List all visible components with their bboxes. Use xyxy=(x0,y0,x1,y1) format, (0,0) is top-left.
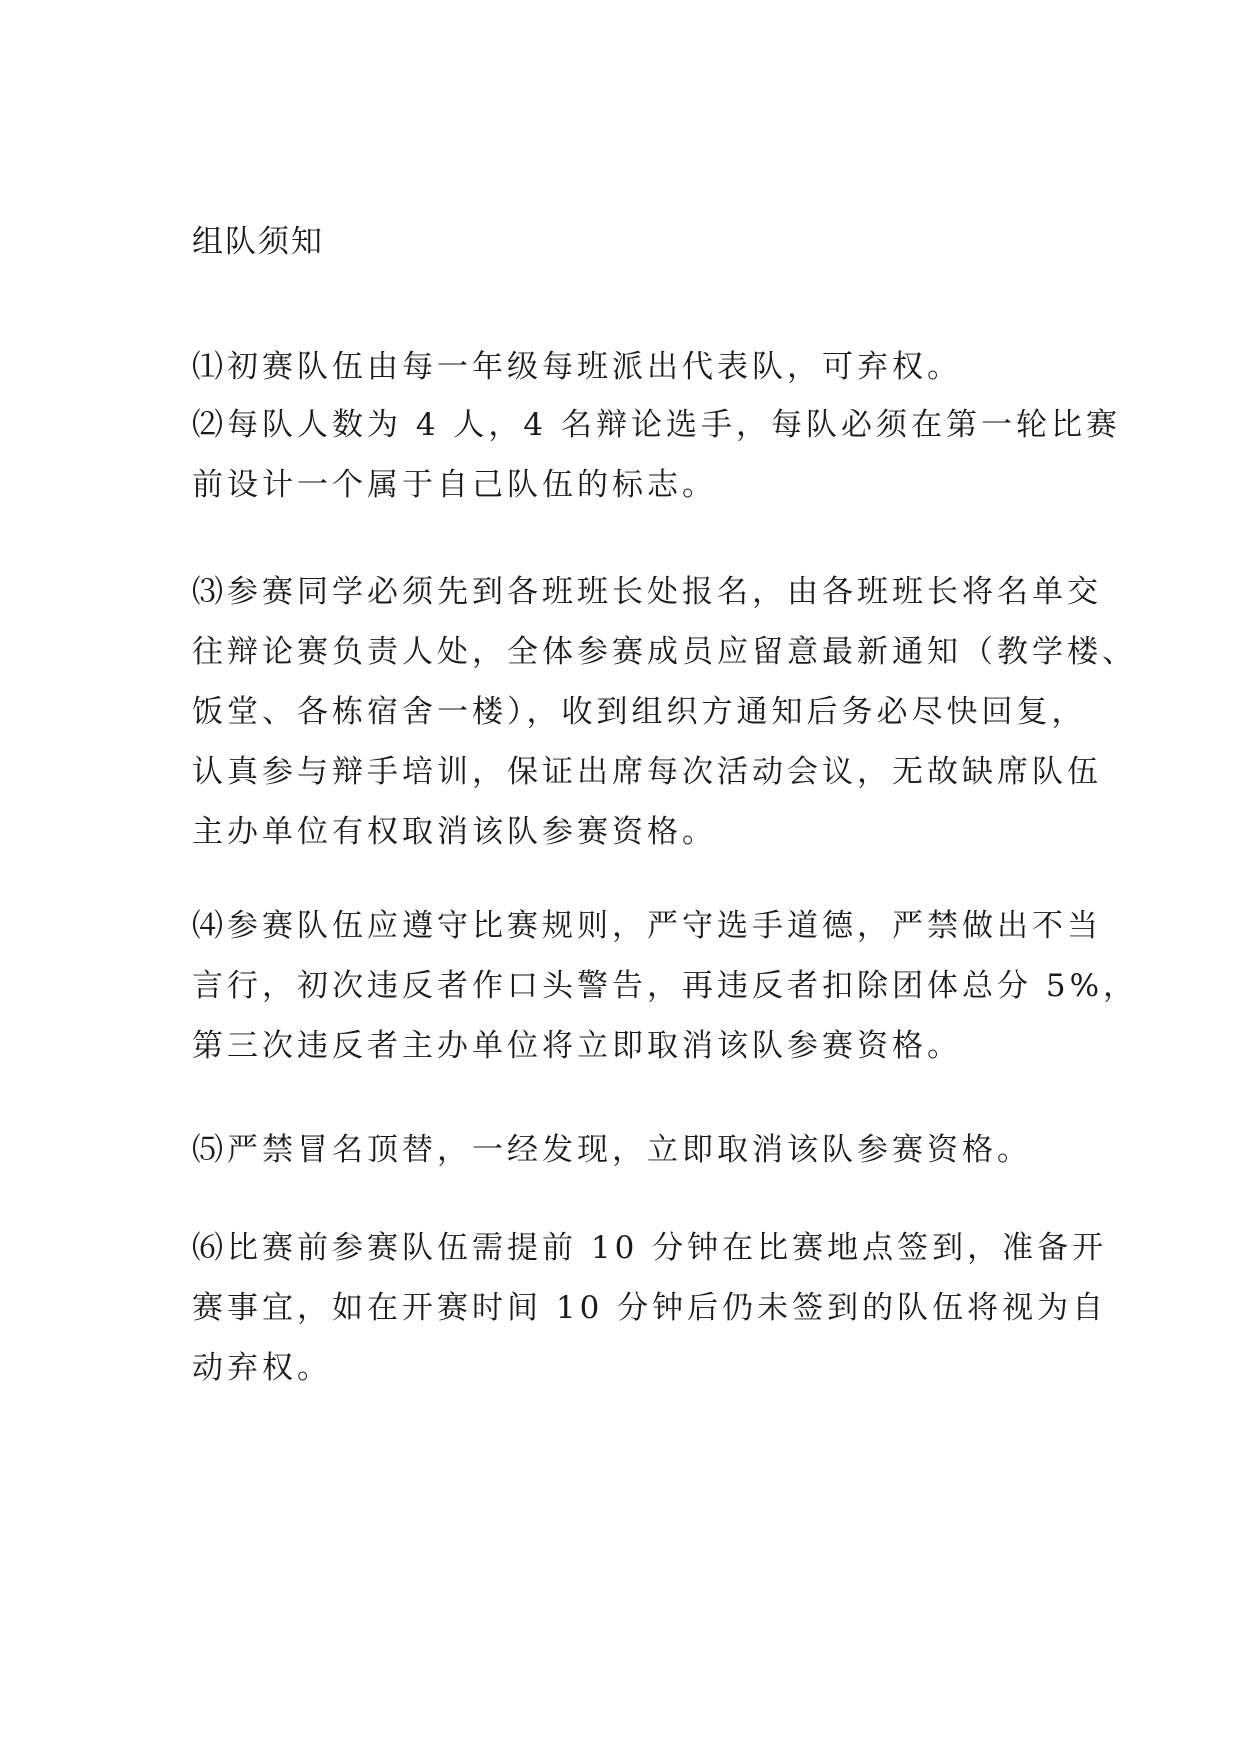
paragraph-line: ⑸严禁冒名顶替，一经发现，立即取消该队参赛资格。 xyxy=(192,1132,1032,1168)
paragraph-line: 主办单位有权取消该队参赛资格。 xyxy=(192,814,717,850)
paragraph-5 xyxy=(192,1120,1092,1180)
paragraph-line: 前设计一个属于自己队伍的标志。 xyxy=(192,467,717,503)
paragraph-2 xyxy=(192,395,1122,515)
paragraph-3 xyxy=(192,562,1137,862)
paragraph-line: ⑷参赛队伍应遵守比赛规则，严守选手道德，严禁做出不当 xyxy=(192,908,1102,944)
paragraph-line: 言行，初次违反者作口头警告，再违反者扣除团体总分 5%， xyxy=(192,968,1139,1004)
paragraph-line: 往辩论赛负责人处，全体参赛成员应留意最新通知（教学楼、 xyxy=(192,634,1137,670)
paragraph-line: ⑴初赛队伍由每一年级每班派出代表队，可弃权。 xyxy=(192,349,962,385)
paragraph-line: ⑹比赛前参赛队伍需提前 10 分钟在比赛地点签到，准备开 xyxy=(192,1230,1108,1266)
paragraph-line: 赛事宜，如在开赛时间 10 分钟后仍未签到的队伍将视为自 xyxy=(192,1290,1108,1326)
document-title: 组队须知 xyxy=(192,224,324,260)
paragraph-6 xyxy=(192,1218,1108,1398)
paragraph-line: 认真参与辩手培训，保证出席每次活动会议，无故缺席队伍 xyxy=(192,754,1102,790)
paragraph-1 xyxy=(192,337,1092,397)
paragraph-line: 动弃权。 xyxy=(192,1350,332,1386)
paragraph-line: ⑵每队人数为 4 人，4 名辩论选手，每队必须在第一轮比赛 xyxy=(192,407,1122,443)
paragraph-line: 第三次违反者主办单位将立即取消该队参赛资格。 xyxy=(192,1028,962,1064)
paragraph-line: 饭堂、各栋宿舍一楼），收到组织方通知后务必尽快回复， xyxy=(192,694,1087,730)
paragraph-line: ⑶参赛同学必须先到各班班长处报名，由各班班长将名单交 xyxy=(192,574,1102,610)
paragraph-4 xyxy=(192,896,1139,1076)
